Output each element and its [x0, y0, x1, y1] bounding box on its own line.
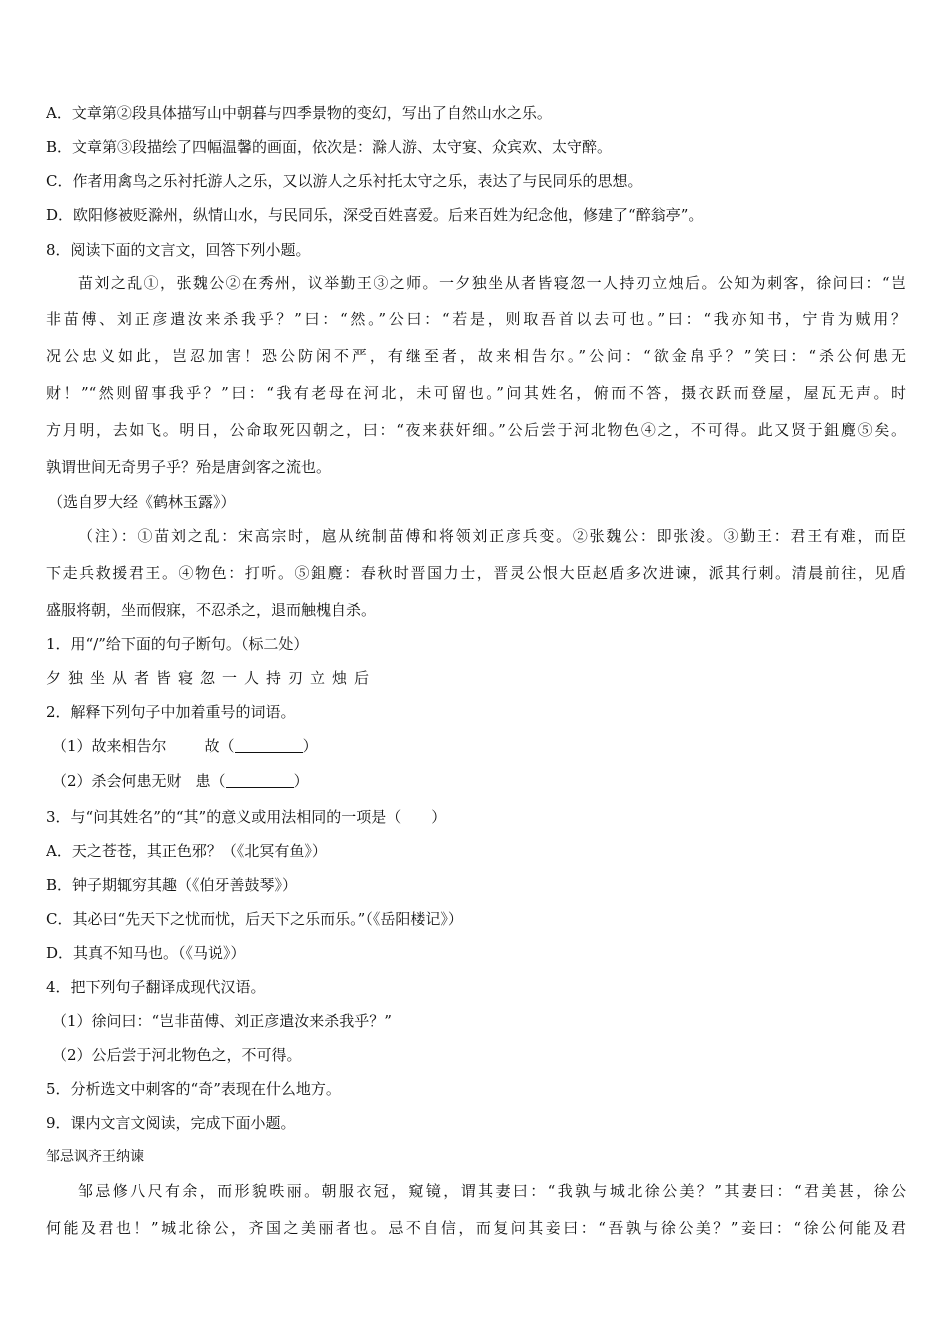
source-citation: （选自罗大经《鹤林玉露》）: [48, 493, 236, 511]
translate-item-1: （1）徐问曰：“岂非苗傅、刘正彦遣汝来杀我乎？”: [52, 1012, 392, 1030]
passage-line: 何能及君也！”城北徐公，齐国之美丽者也。忌不自信，而复问其妾曰：“吾孰与徐公美？”妾曰：“徐公何能及君: [46, 1219, 906, 1237]
answer-blank[interactable]: [226, 773, 294, 788]
passage-line: 非苗傅、刘正彦遣汝来杀我乎？”曰：“然。”公曰：“若是，则取吾首以去可也。”曰：“我亦知书，宁肯为贼用？: [46, 310, 906, 328]
annotation-line: 盛服将朝，坐而假寐，不忍杀之，退而触槐自杀。: [46, 601, 377, 619]
translate-item-2: （2）公后尝于河北物色之，不可得。: [52, 1046, 302, 1064]
passage-line: 财！”“然则留事我乎？”曰：“我有老母在河北，未可留也。”问其姓名，俯而不答，摄衣跃而登屋，屋瓦无声。时: [46, 384, 906, 402]
option-b-line: B．文章第③段描绘了四幅温馨的画面，依次是：滁人游、太守宴、众宾欢、太守醉。: [46, 138, 613, 156]
subquestion-3: 3．与“问其姓名”的“其”的意义或用法相同的一项是（ ）: [46, 808, 447, 826]
option-a-line: A．文章第②段具体描写山中朝暮与四季景物的变幻，写出了自然山水之乐。: [46, 104, 552, 122]
option-d-line: D．欧阳修被贬滁州，纵情山水，与民同乐，深受百姓喜爱。后来百姓为纪念他，修建了“醉翁亭”。: [46, 206, 704, 224]
passage-title: 邹忌讽齐王纳谏: [46, 1149, 144, 1165]
item-text: （1）故来相告尔: [52, 737, 167, 755]
passage-line: 苗刘之乱①，张魏公②在秀州，议举勤王③之师。一夕独坐从者皆寝忽一人持刃立烛后。公知为刺客，徐问曰：“岂: [78, 274, 906, 292]
passage-line: 况公忠义如此，岂忍加害！恐公防闲不严，有继至者，故来相告尔。”公问：“欲金帛乎？”笑曰：“杀公何患无: [46, 347, 906, 365]
subquestion-1: 1．用“/”给下面的句子断句。（标二处）: [46, 635, 309, 653]
subquestion-5: 5．分析选文中刺客的“奇”表现在什么地方。: [46, 1080, 341, 1098]
item-close: ）: [293, 772, 309, 790]
passage-line: 邹忌修八尺有余，而形貌昳丽。朝服衣冠，窥镜，谓其妻曰：“我孰与城北徐公美？”其妻曰：“君美甚，徐公: [78, 1182, 906, 1200]
choice-d: D．其真不知马也。（《马说》）: [46, 944, 246, 962]
annotation-line: 下走兵救援君王。④物色：打听。⑤鉏麑：春秋时晋国力士，晋灵公恨大臣赵盾多次进谏，派其行刺。清晨前往，见盾: [46, 564, 906, 582]
choice-a: A．天之苍苍，其正色邪？（《北冥有鱼》）: [46, 842, 327, 860]
item-close: ）: [302, 737, 318, 755]
annotation-line: （注）：①苗刘之乱：宋高宗时，扈从统制苗傅和将领刘正彦兵变。②张魏公：即张浚。③勤王：君王有难，而臣: [78, 527, 906, 545]
passage-line: 孰谓世间无奇男子乎？殆是唐剑客之流也。: [46, 458, 332, 476]
choice-b: B．钟子期辄穷其趣（《伯牙善鼓琴》）: [46, 876, 298, 894]
option-c-line: C．作者用禽鸟之乐衬托游人之乐，又以游人之乐衬托太守之乐，表达了与民同乐的思想。: [46, 172, 643, 190]
passage-line: 方月明，去如飞。明日，公命取死囚朝之，曰：“夜来获奸细。”公后尝于河北物色④之，不可得。此又贤于鉏麑⑤矣。: [46, 421, 906, 439]
question-8-heading: 8．阅读下面的文言文，回答下列小题。: [46, 241, 311, 259]
question-9-heading: 9．课内文言文阅读，完成下面小题。: [46, 1114, 296, 1132]
item-text: （2）杀会何患无财: [52, 772, 182, 790]
subquestion-2-item-1: [52, 736, 912, 758]
item-word: 故（: [204, 737, 235, 755]
answer-blank[interactable]: [235, 738, 303, 753]
choice-c: C．其必曰“先天下之忧而忧，后天下之乐而乐。”（《岳阳楼记》）: [46, 910, 463, 928]
subquestion-4: 4．把下列句子翻译成现代汉语。: [46, 978, 266, 996]
subquestion-2-item-2: [52, 771, 912, 793]
sentence-to-punctuate: 夕独坐从者皆寝忽一人持刃立烛后: [46, 669, 377, 687]
subquestion-2: 2．解释下列句子中加着重号的词语。: [46, 703, 296, 721]
item-word: 患（: [195, 772, 226, 790]
